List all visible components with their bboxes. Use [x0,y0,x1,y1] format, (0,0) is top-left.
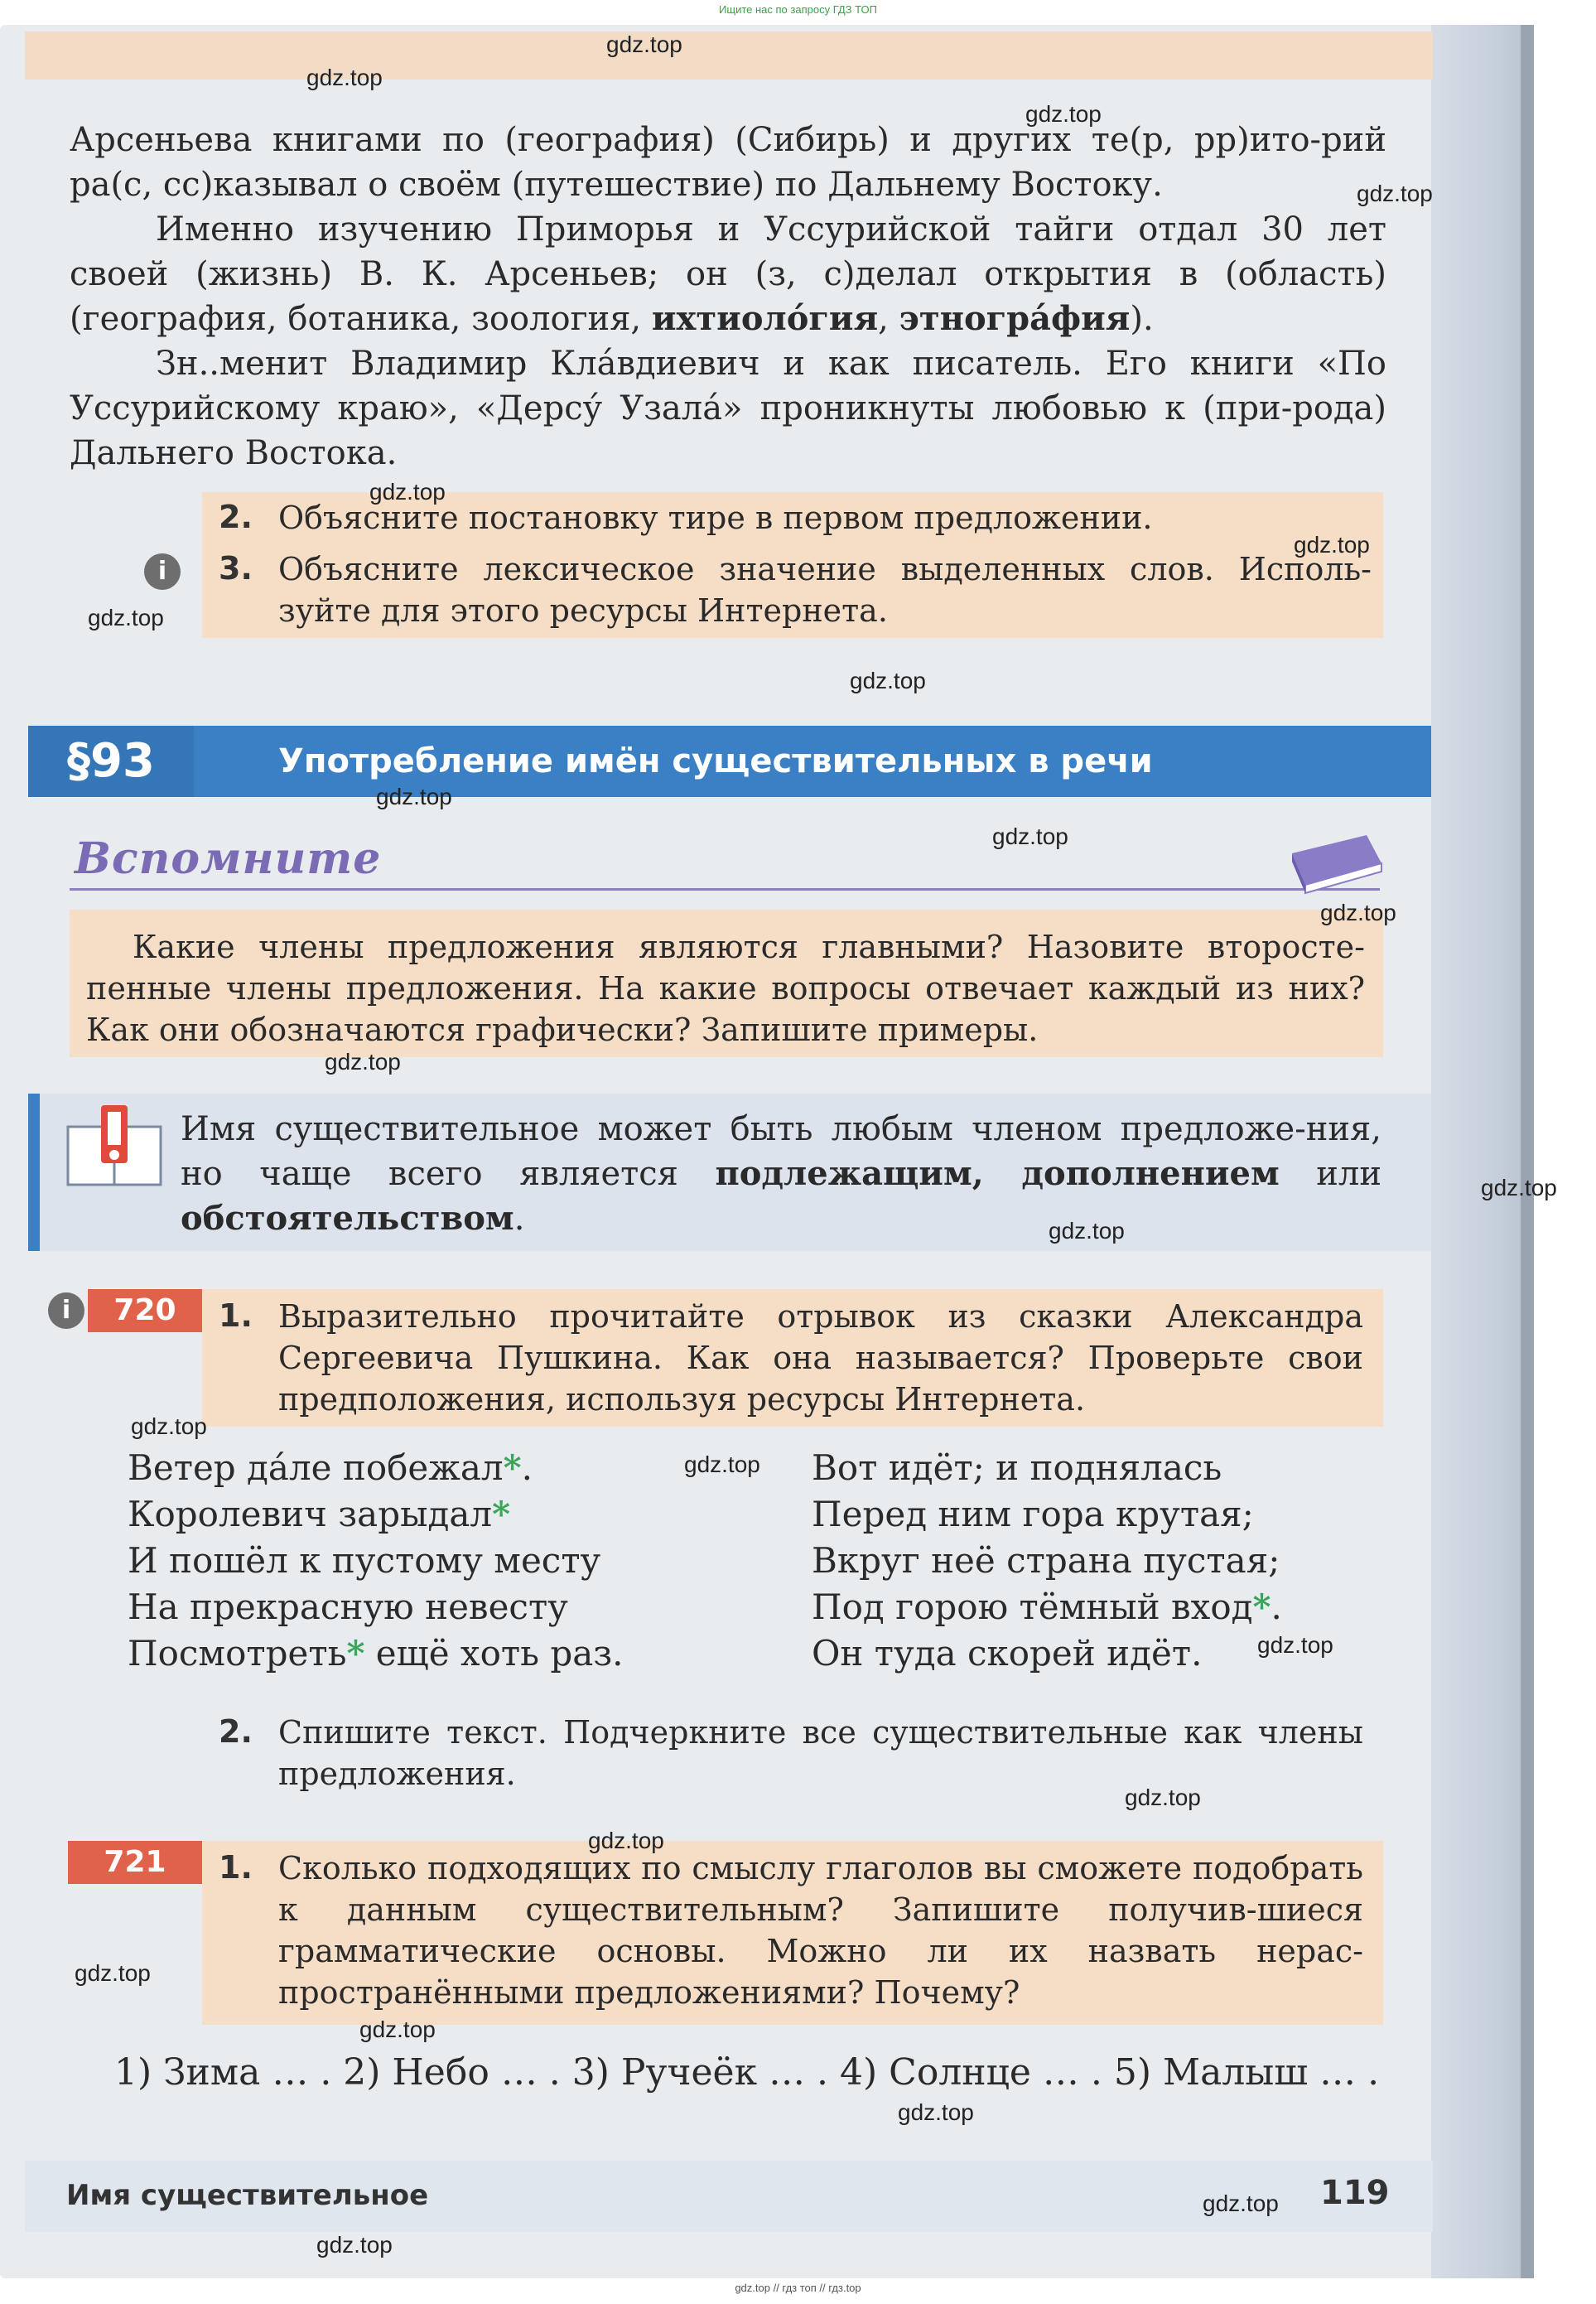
ex721-task1-number: 1. [219,1849,253,1886]
exercise-720-number: 720 [88,1289,202,1332]
task-3-text: Объясните лексическое значение выделенных слов. Исполь-зуйте для этого ресурсы Интернета. [278,551,1372,629]
paragraph-2-sep: , [878,300,899,338]
task-2-text: Объясните постановку тире в первом предложении. [278,500,1153,536]
poem-line: И пошёл к пустому месту [128,1540,601,1581]
poem-line: На прекрасную невесту [128,1587,568,1627]
watermark: gdz.top [376,784,452,809]
watermark: gdz.top [1357,181,1433,206]
exercise-721-number: 721 [68,1841,202,1884]
task-2-number: 2. [219,499,253,535]
info-icon: i [48,1292,84,1329]
poem-left-column [128,1445,774,1677]
watermark: gdz.top [684,1451,760,1477]
watermark: gdz.top [1125,1785,1201,1810]
section-title: Употребление имён существительных в речи [278,742,1153,780]
ex720-task2-text: Спишите текст. Подчеркните все существительные как члены предложения. [278,1714,1363,1792]
poem-line: Посмотреть* ещё хоть раз. [128,1633,624,1674]
poem-line: Под горою тёмный вход*. [812,1587,1282,1627]
page-edge [1431,25,1532,2278]
rule-bold-2: обстоятельством [181,1199,514,1238]
watermark: gdz.top [1294,532,1370,558]
recall-text: Какие члены предложения являются главными? Назовите второсте-пенные члены предложения. На какие вопросы отвечает каждый из них? Как они обозначаются графически? Запишите примеры. [86,929,1365,1048]
highlighted-word-1: ихтиоло́гия [651,299,879,338]
paragraph-2 [70,207,1386,341]
rule-book-icon [65,1102,164,1188]
ex720-task1-text: Выразительно прочитайте отрывок из сказки Александра Сергеевича Пушкина. Как она называется? Проверьте свои предположения, используя ресурсы Интернета. [278,1298,1363,1418]
watermark: gdz.top [88,605,164,630]
page-number: 119 [1320,2174,1390,2212]
watermark: gdz.top [75,1960,151,1986]
watermark: gdz.top [1481,1175,1557,1200]
section-number: §93 [28,726,194,797]
rule-text [181,1107,1381,1241]
footer-topic: Имя существительное [66,2179,429,2212]
ex720-task1-number: 1. [219,1297,253,1334]
book-icon [1275,828,1383,895]
watermark: gdz.top [1049,1218,1125,1244]
info-icon: i [144,553,181,590]
watermark: gdz.top [1025,101,1102,127]
rule-bold-1: подлежащим, дополнением [715,1154,1280,1193]
poem-line: Вкруг неё страна пустая; [812,1540,1280,1581]
poem-line: Перед ним гора крутая; [812,1494,1254,1534]
watermark: gdz.top [1320,900,1396,925]
footer-note: gdz.top // гдз топ // гдз.top [735,2282,861,2294]
ex720-task2-number: 2. [219,1713,253,1750]
paragraph-3: Зн..менит Владимир Кла́вдиевич и как писатель. Его книги «По Уссурийскому краю», «Дерсу́ Узала́» проникнуты любовью к (при-рода) Дальнего Востока. [70,345,1386,472]
recall-title: Вспомните [75,833,382,884]
paragraph-1: Арсеньева книгами по (география) (Сибирь) и других те(р, рр)ито-рий ра(с, сс)казывал о своём (путешествие) по Дальнему Востоку. [70,121,1386,204]
watermark: gdz.top [992,824,1068,849]
watermark: gdz.top [359,2017,436,2042]
watermark: gdz.top [306,65,383,90]
rule-accent [28,1094,40,1251]
poem-line: Он туда скорей идёт. [812,1633,1203,1674]
watermark: gdz.top [325,1049,401,1075]
highlighted-word-2: этногра́фия [899,299,1131,338]
watermark: gdz.top [316,2232,393,2258]
top-strip [25,31,1433,80]
watermark: gdz.top [850,668,926,693]
watermark: gdz.top [131,1413,207,1439]
watermark: gdz.top [1203,2190,1279,2216]
paragraph-2-end: ). [1130,300,1154,338]
rule-text-b: или [1279,1155,1381,1193]
rule-text-a: Имя существительное может быть любым членом предложе-ния, но чаще всего является [181,1110,1381,1193]
paragraph-2-text: Именно изучению Приморья и Уссурийской тайги отдал 30 лет своей (жизнь) В. К. Арсеньев; он (з, с)делал открытия в (область) (география, ботаника, зоология, [70,210,1386,338]
poem-line: Вот идёт; и поднялась [812,1447,1222,1488]
ex721-task1-text: Сколько подходящих по смыслу глаголов вы сможете подобрать к данным существительным? Запишите получив-шиеся грамматические основы. Можно ли их назвать нерас-пространёнными предложениями? Почему? [278,1850,1363,2011]
exercise-721-list: 1) Зима … . 2) Небо … . 3) Ручеёк … . 4) Солнце … . 5) Малыш … . [114,2051,1380,2094]
watermark: gdz.top [1257,1632,1333,1658]
recall-underline [70,888,1380,891]
header-note: Ищите нас по запросу ГДЗ ТОП [719,3,877,16]
task-3-number: 3. [219,550,253,587]
poem-line: Ветер да́ле побежал*. [128,1447,533,1488]
poem-line: Королевич зарыдал* [128,1494,511,1534]
watermark: gdz.top [369,479,446,505]
rule-text-c: . [514,1200,525,1238]
page-edge-shadow [1521,25,1534,2278]
watermark: gdz.top [606,31,682,57]
watermark: gdz.top [588,1828,664,1853]
watermark: gdz.top [898,2099,974,2125]
